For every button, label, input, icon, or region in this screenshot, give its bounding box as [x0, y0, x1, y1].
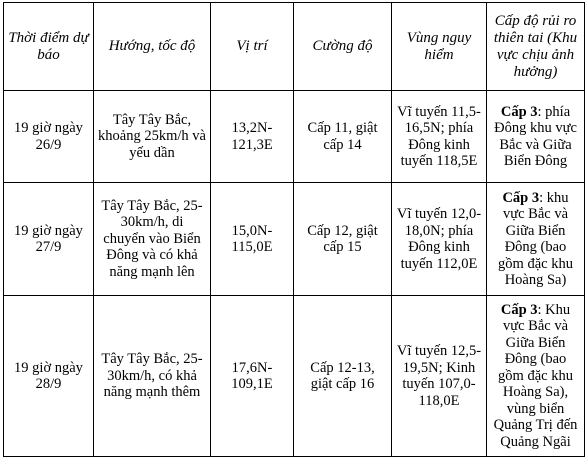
risk-area-text: : Khu vực Bắc và Giữa Biển Đông (bao gồm đặc khu Hoàng Sa), vùng biển Quảng Trị đến Quảng Ngãi [493, 301, 578, 450]
risk-level-label: Cấp 3 [502, 189, 540, 206]
table-row [4, 296, 585, 457]
column-header-risk-level: Cấp độ rủi ro thiên tai (Khu vực chịu ảnh hưởng) [487, 3, 585, 91]
risk-area-text: : phía Đông khu vực Bắc và Giữa Biển Đông [494, 103, 577, 169]
cell-direction: Tây Tây Bắc, khoảng 25km/h và yếu dần [94, 91, 211, 183]
cell-position: 17,6N-109,1E [211, 296, 294, 457]
column-header-direction: Hướng, tốc độ [94, 3, 211, 91]
column-header-danger-zone: Vùng nguy hiểm [392, 3, 487, 91]
cell-risk-level [487, 296, 585, 457]
column-header-time: Thời điểm dự báo [4, 3, 94, 91]
cell-danger-zone: Vĩ tuyến 12,5-19,5N; Kinh tuyến 107,0-118,0E [392, 296, 487, 457]
forecast-table [3, 2, 585, 457]
cell-direction: Tây Tây Bắc, 25-30km/h, có khả năng mạnh thêm [94, 296, 211, 457]
table-row [4, 91, 585, 183]
cell-risk-level [487, 183, 585, 296]
column-header-intensity: Cường độ [294, 3, 392, 91]
risk-level-label: Cấp 3 [500, 103, 538, 120]
cell-risk-level [487, 91, 585, 183]
table-header-row [4, 3, 585, 91]
cell-intensity: Cấp 12-13, giật cấp 16 [294, 296, 392, 457]
table-row [4, 183, 585, 296]
column-header-position: Vị trí [211, 3, 294, 91]
risk-area-text: : khu vực Bắc và Giữa Biển Đông (bao gồm đặc khu Hoàng Sa) [498, 189, 573, 288]
cell-time: 19 giờ ngày 26/9 [4, 91, 94, 183]
cell-time: 19 giờ ngày 27/9 [4, 183, 94, 296]
cell-time: 19 giờ ngày 28/9 [4, 296, 94, 457]
cell-position: 15,0N-115,0E [211, 183, 294, 296]
risk-level-label: Cấp 3 [500, 301, 538, 318]
cell-position: 13,2N-121,3E [211, 91, 294, 183]
cell-direction: Tây Tây Bắc, 25-30km/h, di chuyển vào Biển Đông và có khả năng mạnh lên [94, 183, 211, 296]
cell-intensity: Cấp 11, giật cấp 14 [294, 91, 392, 183]
cell-danger-zone: Vĩ tuyến 12,0-18,0N; phía Đông kinh tuyến 112,0E [392, 183, 487, 296]
cell-danger-zone: Vĩ tuyến 11,5-16,5N; phía Đông kinh tuyến 118,5E [392, 91, 487, 183]
cell-intensity: Cấp 12, giật cấp 15 [294, 183, 392, 296]
